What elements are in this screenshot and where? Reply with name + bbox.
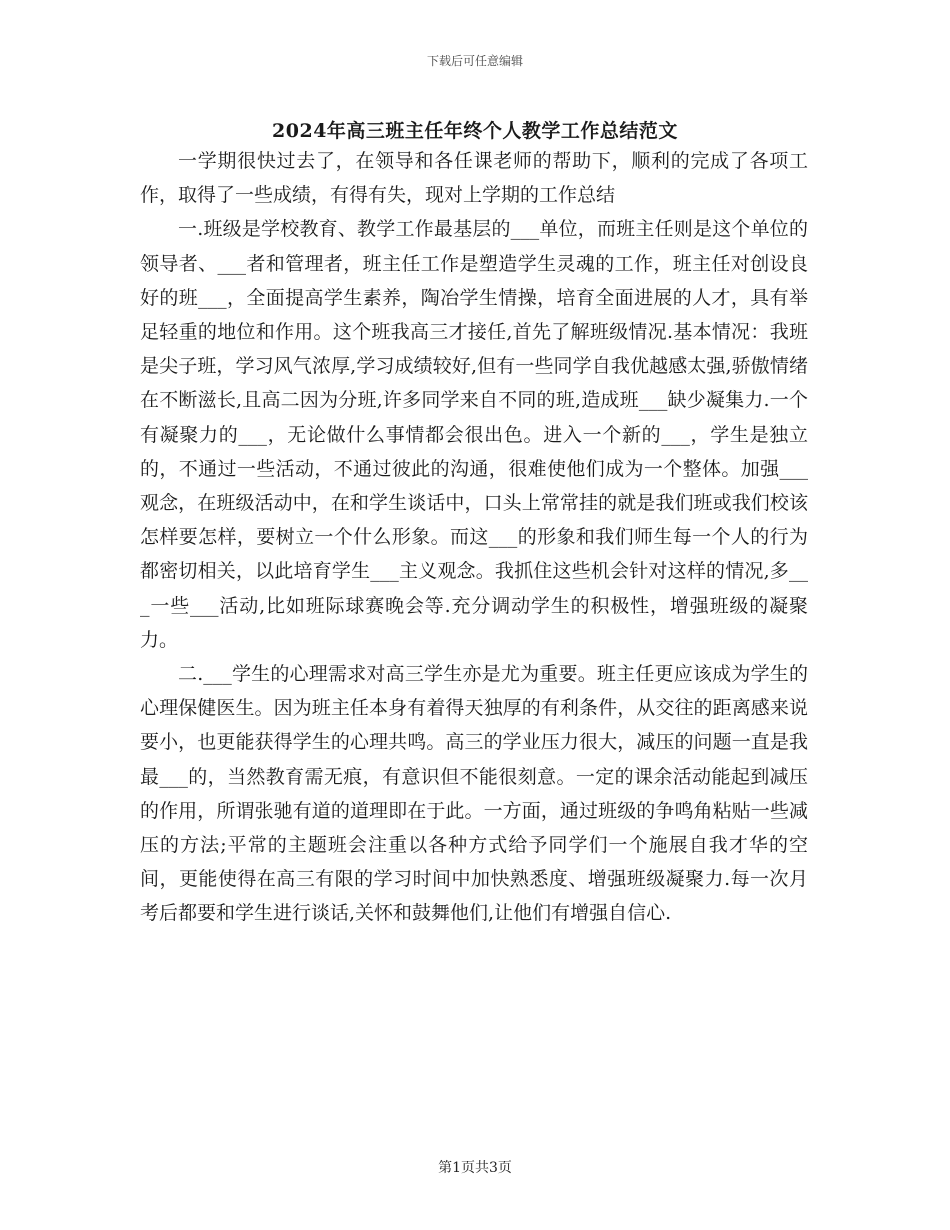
paragraph-intro: 一学期很快过去了，在领导和各任课老师的帮助下，顺利的完成了各项工作，取得了一些成绩，有得有失，现对上学期的工作总结 [140,150,808,207]
document-body [140,144,808,931]
page-header-note: 下载后可任意编辑 [426,54,523,68]
document-title: 2024年高三班主任年终个人教学工作总结范文 [272,120,678,142]
page-number-footer: 第1页共3页 [438,1160,512,1176]
paragraph-section-two: 二.___学生的心理需求对高三学生亦是尤为重要。班主任更应该成为学生的心理保健医生。因为班主任本身有着得天独厚的有利条件，从交往的距离感来说要小，也更能获得学生的心理共鸣。高三的学业压力很大，减压的问题一直是我最___的，当然教育需无痕，有意识但不能很刻意。一定的课余活动能起到减压的作用，所谓张驰有道的道理即在于此。一方面，通过班级的争鸣角粘贴一些减压的方法;平常的主题班会注重以各种方式给予同学们一个施展自我才华的空间，更能使得在高三有限的学习时间中加快熟悉度、增强班级凝聚力.每一次月考后都要和学生进行谈话,关怀和鼓舞他们,让他们有增强自信心. [140,663,808,925]
paragraph-section-one: 一.班级是学校教育、教学工作最基层的___单位，而班主任则是这个单位的领导者、___者和管理者，班主任工作是塑造学生灵魂的工作，班主任对创设良好的班___，全面提高学生素养，陶冶学生情操，培育全面进展的人才，具有举足轻重的地位和作用。这个班我高三才接任,首先了解班级情况.基本情况：我班是尖子班，学习风气浓厚,学习成绩较好,但有一些同学自我优越感太强,骄傲情绪在不断滋长,且高二因为分班,许多同学来自不同的班,造成班___缺少凝集力.一个有凝聚力的___，无论做什么事情都会很出色。进入一个新的___，学生是独立的，不通过一些活动，不通过彼此的沟通，很难使他们成为一个整体。加强___观念，在班级活动中，在和学生谈话中，口头上常常挂的就是我们班或我们校该怎样要怎样，要树立一个什么形象。而这___的形象和我们师生每一个人的行为都密切相关，以此培育学生___主义观念。我抓住这些机会针对这样的情况,多___一些___活动,比如班际球赛晚会等.充分调动学生的积极性，增强班级的凝聚力。 [140,218,808,651]
